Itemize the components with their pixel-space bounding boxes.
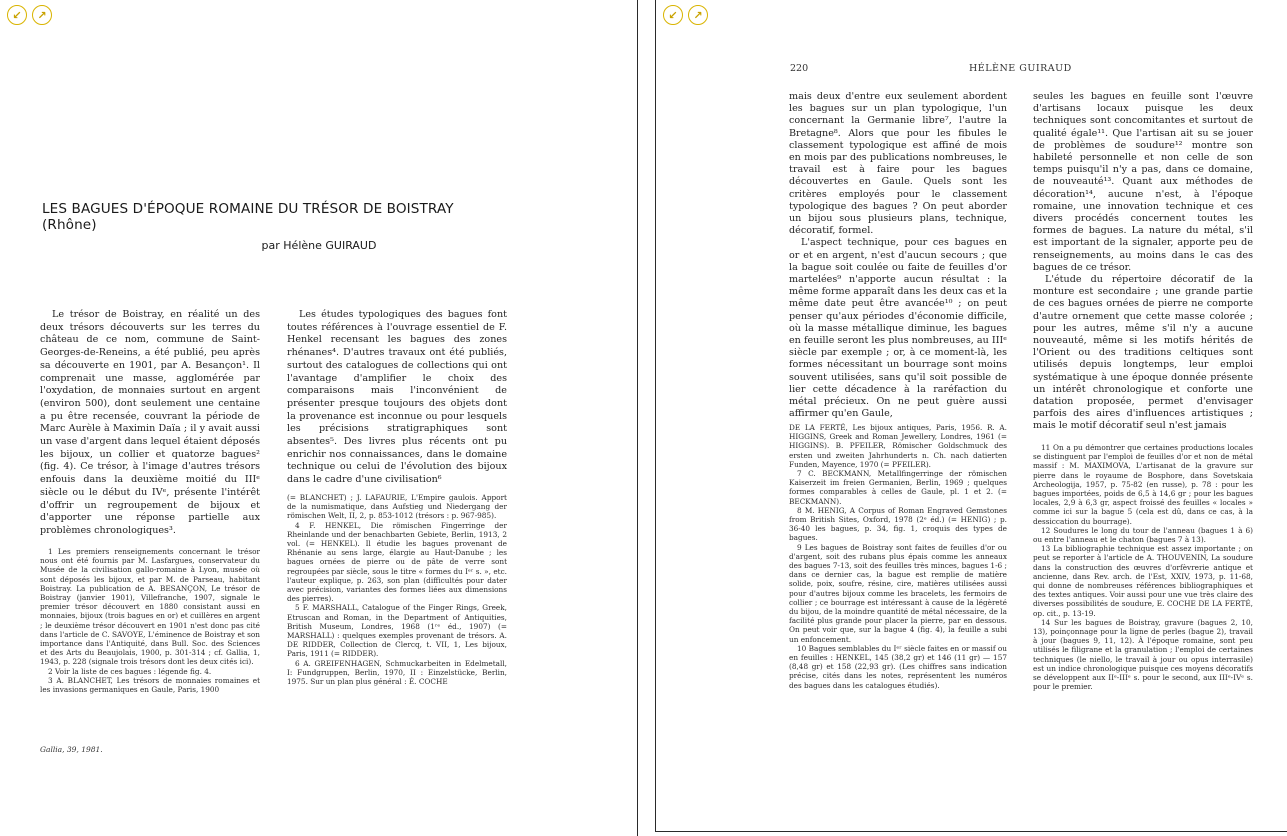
left-page-nav — [7, 5, 52, 25]
right-body-column-1 — [789, 91, 1007, 420]
right-body-column-2 — [1033, 91, 1253, 433]
prev-page-icon[interactable]: ↙ — [663, 5, 683, 25]
paragraph: mais deux d'entre eux seulement abordent les bagues sur un plan typologique, l'un concernant la Germanie libre⁷, l'autre la Bretagne⁸. Alors que pour les fibules le classement typologique est affiné de mois en mois par des publications nombreuses, le travail est à faire pour les bagues découvertes en Gaule. Quels sont les critères employés pour le classement typologique des bagues ? On peut aborder un bijou sous plusieurs plans, technique, décoratif, formel. — [789, 91, 1007, 237]
left-footnotes-column-1 — [40, 547, 260, 694]
footnote: 10 Bagues semblables du Iᵉʳ siècle faites en or massif ou en feuilles : HENKEL, 145 (38,2 gr) et 146 (11 gr) — 157 (8,48 gr) et 158 (22,93 gr). (Les chiffres sans indication précise, cités dans les notes, représentent les numéros des bagues dans les catalogues étudiés). — [789, 643, 1007, 690]
paragraph: L'étude du répertoire décoratif de la monture est secondaire ; une grande partie de ces bagues ornées de pierre ne comporte d'autre ornement que cette masse colorée ; pour les autres, même s'il n'y a aucune nouveauté, même si les motifs hérités de l'Orient ou des traditions celtiques sont utilisés depuis longtemps, leur emploi systématique à une époque donnée présente un intérêt chronologique et conforte une datation proposée, permet d'envisager parfois des aires d'influences artistiques ; mais le motif décoratif seul n'est jamais — [1033, 274, 1253, 432]
left-body-column-2 — [287, 309, 507, 487]
footnote: 13 La bibliographie technique est assez importante ; on peut se reporter à l'article de A. THOUVENIN, La soudure dans la construction des œuvres d'orfèvrerie antique et ancienne, dans Rev. arch. de l'Est, XXIV, 1973, p. 11-68, qui donne de nombreuses références bibliographiques et des textes antiques. Voir aussi pour une vue très claire des diverses possibilités de soudure, E. COCHE DE LA FERTÉ, op. cit., p. 13-19. — [1033, 544, 1253, 618]
footnote: 2 Voir la liste de ces bagues : légende fig. 4. — [48, 666, 212, 676]
next-page-icon[interactable]: ↗ — [32, 5, 52, 25]
paragraph: seules les bagues en feuille sont l'œuvre d'artisans locaux puisque les deux techniques sont concomitantes et surtout de qualité égale¹¹. Que l'artisan ait su se jouer de problèmes de soudure¹² montre son habileté personnelle et non celle de son temps puisqu'il n'y a pas, dans ce domaine, de nouveauté¹³. Quant aux méthodes de décoration¹⁴, aucune n'est, à l'époque romaine, une innovation technique et ces divers procédés concernent toutes les formes de bagues. La nature du métal, s'il est important de la signaler, apporte peu de renseignements, au moins dans le cas des bagues de ce trésor. — [1033, 91, 1253, 273]
footnote: 5 F. MARSHALL, Catalogue of the Finger Rings, Greek, Etruscan and Roman, in the Department of Antiquities, British Museum, Londres, 1968 (1ʳᵉ éd., 1907) (= MARSHALL) : quelques exemples provenant de trésors. A. DE RIDDER, Collection de Clercq, t. VII, 1, Les bijoux, Paris, 1911 (= RIDDER). — [287, 603, 507, 659]
article-title: LES BAGUES D'ÉPOQUE ROMAINE DU TRÉSOR DE BOISTRAY (Rhône) — [42, 201, 454, 233]
footnote: DE LA FERTÉ, Les bijoux antiques, Paris, 1956. R. A. HIGGINS, Greek and Roman Jewellery, Londres, 1961 (= HIGGINS). B. PFEILER, Römischer Goldschmuck des ersten und zweiten Jahrhunderts n. Ch. nach datierten Funden, Mayence, 1970 (= PFEILER). — [789, 423, 1007, 469]
footnote: 1 Les premiers renseignements concernant le trésor nous ont été fournis par M. Lasfargues, conservateur du Musée de la civilisation gallo-romaine à Lyon, musée où sont déposés les bijoux, et par M. de Parseau, habitant Boistray. La publication de A. BESANÇON, Le trésor de Boistray (janvier 1901), Villefranche, 1907, signale le premier trésor découvert en 1880 consistant aussi en monnaies, bijoux (trois bagues en or) et cuillères en argent ; le deuxième trésor découvert en 1901 n'est donc pas cité dans l'article de C. SAVOYE, L'éminence de Boistray et son importance dans l'Antiquité, dans Bull. Soc. des Sciences et des Arts du Beaujolais, 1900, p. 301-314 ; cf. Gallia, 1, 1943, p. 228 (signale trois trésors dont les deux cités ici). — [40, 547, 260, 667]
paragraph: Le trésor de Boistray, en réalité un des deux trésors découverts sur les terres du château de ce nom, commune de Saint-Georges-de-Reneins, a été publié, peu après sa découverte en 1901, par A. Besançon¹. Il comprenait une masse, agglomérée par l'oxydation, de monnaies surtout en argent (environ 500), dont seulement une centaine a pu être recensée, couvrant la période de Marc Aurèle à Maximin Daïa ; il y avait aussi un vase d'argent dans lequel étaient déposés les bijoux, un collier et quatorze bagues² (fig. 4). Ce trésor, à l'image d'autres trésors enfouis dans la deuxième moitié du IIIᵉ siècle ou le début du IVᵉ, présente l'intérêt d'offrir un regroupement de bijoux et d'apporter une réponse partielle aux problèmes chronologiques³. — [40, 309, 260, 536]
footnote: 8 M. HENIG, A Corpus of Roman Engraved Gemstones from British Sites, Oxford, 1978 (2ᵉ éd.) (= HENIG) ; p. 36-40 les bagues, p. 34, fig. 1, croquis des types de bagues. — [789, 505, 1007, 543]
journal-footer: Gallia, 39, 1981. — [40, 745, 103, 754]
left-page — [0, 0, 638, 836]
paragraph: L'aspect technique, pour ces bagues en or et en argent, n'est d'aucun secours ; que la bague soit coulée ou faite de feuilles d'or martelées⁹ n'apporte aucun résultat : la même forme apparaît dans les deux cas et la même date peut être avancée¹⁰ ; on peut penser qu'aux périodes d'économie difficile, où la masse métallique diminue, les bagues en feuille seront les plus nombreuses, au IIIᵉ siècle par exemple ; or, à ce moment-là, les formes nécessitant un bourrage sont moins souvent utilisées, sans qu'il soit possible de lier cette décadence à la raréfaction du métal précieux. On ne peut guère aussi affirmer qu'en Gaule, — [789, 237, 1007, 420]
right-page-nav — [663, 5, 708, 25]
right-footnotes-column-1 — [789, 423, 1007, 690]
footnote: 6 A. GREIFENHAGEN, Schmuckarbeiten in Edelmetall, I: Fundgruppen, Berlin, 1970, II : Einzelstücke, Berlin, 1975. Sur un plan plus général : É. COCHE — [287, 658, 507, 687]
footnote: 11 On a pu démontrer que certaines productions locales se distinguent par l'emploi de feuilles d'or et non de métal massif : M. MAXIMOVA, L'artisanat de la gravure sur pierre dans le royaume de Bosphore, dans Sovetskaia Archeologija, 1957, p. 75-82 (en russe), p. 78 : pour les bagues importées, poids de 6,5 à 14,6 gr ; pour les bagues locales, 2,9 à 6,3 gr, aspect froissé des feuilles « locales » comme ici sur la bague 5 (cela est dû, dans ce cas, à la dessiccation du bourrage). — [1033, 443, 1253, 526]
right-footnotes-column-2 — [1033, 443, 1253, 691]
prev-page-icon[interactable]: ↙ — [7, 5, 27, 25]
footnote: 7 C. BECKMANN, Metallfingerringe der römischen Kaiserzeit im freien Germanien, Berlin, 1969 ; quelques formes comparables à celles de Gaule, pl. 1 et 2. (= BECKMANN). — [789, 469, 1007, 506]
page-number: 220 — [790, 63, 809, 74]
footnote: 14 Sur les bagues de Boistray, gravure (bagues 2, 10, 13), poinçonnage pour la ligne de perles (bague 2), travail à jour (bagues 9, 11, 12). À l'époque romaine, sont peu utilisés le filigrane et la granulation ; l'emploi de certaines techniques (le niello, le travail à jour ou opus interrasile) est un indice chronologique puisque ces moyens décoratifs se développent aux IIᵉ-IIIᵉ s. pour le second, aux IIIᵉ-IVᵉ s. pour le premier. — [1033, 617, 1253, 692]
footnote: 12 Soudures le long du tour de l'anneau (bagues 1 à 6) ou entre l'anneau et le chaton (bagues 7 à 13). — [1033, 525, 1253, 545]
footnote: 4 F. HENKEL, Die römischen Fingerringe der Rheinlande und der benachbarten Gebiete, Berlin, 1913, 2 vol. (= HENKEL). Il étudie les bagues provenant de Rhénanie au sens large, élargie au Haut-Danube ; les bagues ornées de pierre ou de pâte de verre sont regroupées par siècle, sous le titre « formes du Iᵉʳ s. », etc. l'auteur explique, p. 263, son plan (difficultés pour dater avec précision, variantes des formes liées aux dimensions des pierres). — [287, 520, 507, 604]
left-footnotes-column-2 — [287, 493, 507, 686]
right-page — [655, 0, 1287, 832]
left-body-column-1 — [40, 309, 260, 538]
footnote: 9 Les bagues de Boistray sont faites de feuilles d'or ou d'argent, soit des rubans plus épais comme les anneaux des bagues 7-13, soit des feuilles très minces, bagues 1-6 ; dans ce dernier cas, la bague est remplie de matière solide, poix, soufre, résine, cire, matières utilisées aussi pour d'autres bijoux comme les bracelets, les fermoirs de collier ; ce bourrage est intéressant à cause de la légèreté du bijou, de la moindre quantité de métal nécessaire, de la facilité plus grande pour placer la pierre, par en dessous. On peut voir que, sur la bague 4 (fig. 4), la feuille a subi un enfoncement. — [789, 542, 1007, 644]
paragraph: Les études typologiques des bagues font toutes références à l'ouvrage essentiel de F. Henkel recensant les bagues des zones rhénanes⁴. D'autres travaux ont été publiés, surtout des catalogues de collections qui ont l'avantage d'amplifier le choix des comparaisons mais l'inconvénient de présenter presque toujours des objets dont la provenance est inconnue ou pour lesquels les précisions stratigraphiques sont absentes⁵. Des livres plus récents ont pu enrichir nos connaissances, dans le domaine technique ou celui de l'évolution des bijoux dans le cadre d'une civilisation⁶ — [287, 309, 507, 486]
article-author: par Hélène GUIRAUD — [261, 239, 377, 252]
next-page-icon[interactable]: ↗ — [688, 5, 708, 25]
footnote: 3 A. BLANCHET, Les trésors de monnaies romaines et les invasions germaniques en Gaule, Paris, 1900 — [40, 675, 260, 695]
footnote: (= BLANCHET) ; J. LAFAURIE, L'Empire gaulois. Apport de la numismatique, dans Aufstieg und Niedergang der römischen Welt, II, 2, p. 853-1012 (trésors : p. 967-985). — [287, 493, 507, 521]
running-head: HÉLÈNE GUIRAUD — [969, 63, 1072, 74]
